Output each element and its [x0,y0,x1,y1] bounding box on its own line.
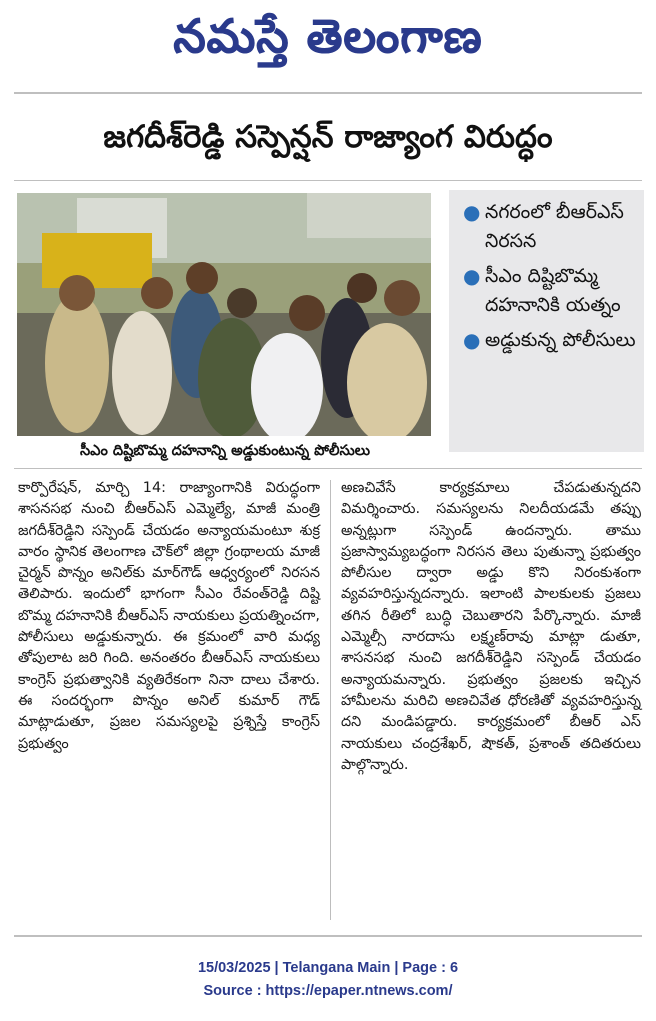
photo-caption: సీఎం దిష్టిబొమ్మ దహనాన్ని అడ్డుకుంటున్న పోలీసులు [79,443,371,459]
newspaper-title: నమస్తే తెలంగాణ [173,9,483,63]
top-rule [14,92,642,94]
bullet-icon: ● [463,200,481,224]
footer-rule [14,935,642,937]
highlight-text: నగరంలో బీఆర్ఎస్ నిరసన [485,201,624,252]
column-divider [330,480,331,920]
article-body-left-column [18,478,320,755]
source-link[interactable]: Source : https://epaper.ntnews.com/ [203,983,453,999]
highlight-text: సీఎం దిష్టిబొమ్మ దహనానికి యత్నం [485,265,621,316]
bullet-icon: ● [463,264,481,288]
article-paragraph: కార్పొరేషన్, మార్చి 14: రాజ్యాంగానికి విరుద్ధంగా శాసనసభ నుంచి బీఆర్ఎస్ ఎమ్మెల్యే, మాజీ మంత్రి జగదీశ్‌రెడ్డిని సస్పెండ్ చేయడం అన్యాయమంటూ శుక్ర వారం స్థానిక తెలంగాణ చౌక్‌లో జిల్లా గ్రంథాలయ మాజీ చైర్మన్ పొన్నం అనిల్‌కు మార్‌గౌడ్ ఆధ్వర్యంలో నిరసన తెలిపారు. ఇందులో భాగంగా సీఎం రేవంత్‌రెడ్డి దిష్టి బొమ్మ దహనానికి బీఆర్ఎస్ నాయకులు ప్రయత్నించగా, పోలీసులు అడ్డుకున్నారు. ఈ క్రమంలో వారి మధ్య తోపులాట జరి గింది. అనంతరం బీఆర్ఎస్ నాయకులు కాంగ్రెస్ ప్రభుత్వానికి వ్యతిరేకంగా నినా దాలు చేశారు. ఈ సందర్భంగా పొన్నం అనిల్ కుమార్ గౌడ్ మాట్లాడుతూ, ప్రజల సమస్యలపై ప్రశ్నిస్తే కాంగ్రెస్ ప్రభుత్వం [18,480,320,752]
highlight-item [463,326,636,355]
edition-info: 15/03/2025 | Telangana Main | Page : 6 [197,960,459,976]
news-photo [17,193,431,436]
article-body-right-column [341,478,641,776]
bullet-icon: ● [463,328,481,352]
body-rule [14,468,642,469]
highlight-text: అడ్డుకున్న పోలీసులు [485,329,636,351]
protest-scene-image [17,193,431,436]
highlight-item [463,262,636,320]
highlight-item [463,198,636,256]
masthead [0,0,656,84]
article-paragraph: అణచివేసే కార్యక్రమాలు చేపడుతున్నదని విమర్శించారు. సమస్యలను నిలదీయడమే తప్పు అన్నట్లుగా సస్పెండ్ ఉందన్నారు. తాము ప్రజాస్వామ్యబద్ధంగా నిరసన తెలు పుతున్నా ప్రభుత్వం పోలీసుల ద్వారా అడ్డు కొని నిరంకుశంగా వ్యవహరిస్తున్నదన్నారు. ఇలాంటి పాలకులకు ప్రజలు తగిన రీతిలో బుద్ధి చెబుతారని పేర్కొన్నారు. మాజీ ఎమ్మెల్సీ నారదాసు లక్ష్మణ్‌రావు మాట్లా డుతూ, శాసనసభ నుంచి జగదీశ్‌రెడ్డిని సస్పెండ్ చేయడం అన్యాయమన్నారు. ప్రభుత్వం ప్రజలకు ఇచ్చిన హామీలను మరిచి అణచివేత ధోరణితో వ్యవహరిస్తున్న దని మండిపడ్డారు. కార్యక్రమంలో బీఆర్ ఎస్ నాయకులు చంద్రశేఖర్, షౌకత్, ప్రశాంత్ తదితరులు పాల్గొన్నారు. [341,480,641,773]
headline-rule [14,180,642,181]
highlights-box [449,190,644,452]
article-headline: జగదీశ్‌రెడ్డి సస్పెన్షన్ రాజ్యాంగ విరుద్ధం [103,118,553,155]
